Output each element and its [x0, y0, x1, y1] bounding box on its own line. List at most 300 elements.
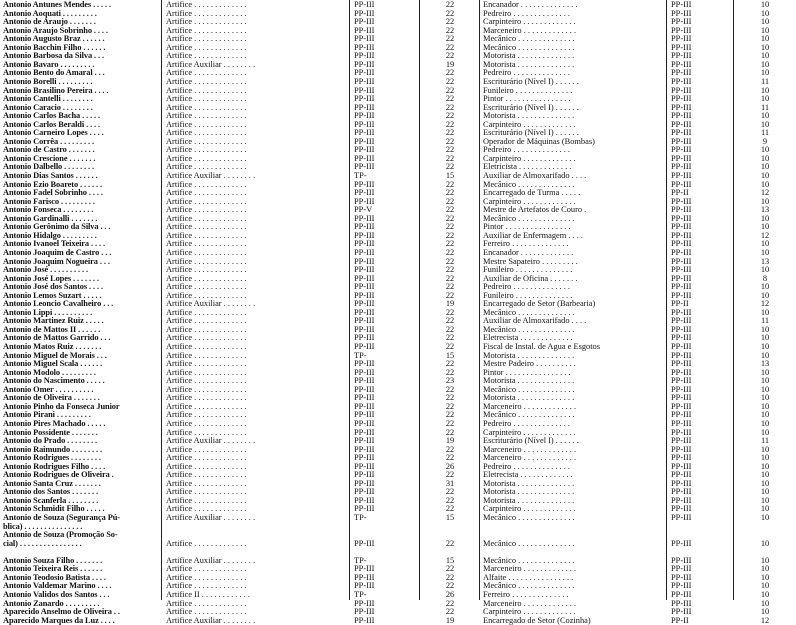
new-level: 10: [760, 385, 770, 394]
new-reference: PP-III: [671, 172, 692, 180]
table-row: [0, 215, 796, 224]
table-row: [0, 181, 796, 190]
new-reference: PP-III: [671, 317, 692, 326]
table-row: [0, 258, 796, 267]
table-row: [0, 386, 796, 395]
current-position: Artifice . . . . . . . . . . . . .: [166, 402, 247, 411]
new-reference: PP-III: [671, 26, 692, 35]
new-position: Alfaite . . . . . . . . . . . . . . . .: [483, 573, 574, 582]
current-level: 15: [445, 351, 455, 360]
current-reference: PP-III: [354, 402, 375, 411]
new-level: 13: [760, 360, 770, 369]
new-reference: PP-III: [671, 428, 692, 437]
new-reference: PP-III: [671, 505, 692, 514]
new-level: 10: [760, 599, 770, 608]
new-position: Ferreiro . . . . . . . . . . . . . .: [483, 240, 569, 249]
new-reference: PP-III: [671, 18, 692, 27]
new-level: 10: [760, 608, 770, 617]
new-reference: PP-III: [671, 283, 692, 292]
table-row: [0, 360, 796, 369]
employee-name: Antonio Souza Filho . . . . . . .: [3, 556, 103, 565]
current-position: Artifice . . . . . . . . . . . . .: [166, 496, 247, 505]
current-level: 22: [445, 197, 455, 206]
employee-name: Antonio Miguel Scala . . . . . .: [3, 360, 103, 369]
employee-name: Antonio Hidalgo . . . . . . . . .: [3, 231, 97, 240]
current-reference: PP-III: [354, 69, 375, 78]
employee-name: Antonio Dalbello . . . . . . . .: [3, 163, 95, 172]
new-position: Mecânico . . . . . . . . . . . . . .: [483, 556, 575, 565]
current-level: 22: [445, 257, 455, 266]
new-level: 10: [760, 573, 770, 582]
current-position: Artifice . . . . . . . . . . . . .: [166, 86, 247, 95]
new-reference: PP-III: [671, 120, 692, 129]
new-reference: PP-II: [671, 616, 689, 625]
current-position: Artifice . . . . . . . . . . . . .: [166, 308, 247, 317]
table-row: [0, 69, 796, 78]
current-level: 22: [445, 240, 455, 249]
table-row: [0, 343, 796, 352]
new-level: 10: [760, 35, 770, 44]
current-position: Artifice . . . . . . . . . . . . .: [166, 257, 247, 266]
table-row: [0, 582, 796, 591]
new-position: Marceneiro . . . . . . . . . . . . .: [483, 599, 577, 608]
new-reference: PP-III: [671, 539, 692, 548]
employee-name: Antonio Farisco . . . . . . . . .: [3, 197, 95, 206]
current-reference: PP-III: [354, 231, 375, 240]
new-reference: PP-III: [671, 163, 692, 172]
employee-name: Antonio Ezio Boareto . . . . . .: [3, 180, 103, 189]
employee-name: Antonio Bacchin Filho . . . . . .: [3, 43, 106, 52]
current-level: 22: [445, 154, 455, 163]
current-reference: PP-III: [354, 240, 375, 249]
new-position: Pedreiro . . . . . . . . . . . . . .: [483, 146, 570, 155]
current-level: 22: [445, 35, 455, 44]
current-level: 22: [445, 411, 455, 420]
employee-name: Antonio Cantelli . . . . . . . .: [3, 95, 93, 104]
new-level: 10: [760, 146, 770, 155]
new-reference: PP-III: [671, 137, 692, 146]
employee-name: Aparecido Anselmo de Oliveira . .: [3, 608, 120, 617]
new-position: Auxiliar de Almoxarifado . . . .: [483, 317, 587, 326]
new-reference: PP-III: [671, 582, 692, 591]
current-position: Artifice . . . . . . . . . . . . .: [166, 334, 247, 343]
employee-name: Antonio Pirani . . . . . . . . .: [3, 411, 91, 420]
table-row: [0, 44, 796, 53]
new-position: Mecânico . . . . . . . . . . . . . .: [483, 325, 575, 334]
new-position: Funileiro . . . . . . . . . . . . . .: [483, 291, 573, 300]
current-level: 19: [445, 616, 455, 625]
employee-name: Aparecido Marques da Luz . . . .: [3, 616, 115, 625]
table-row: [0, 121, 796, 130]
table-row: [0, 1, 796, 10]
current-position: Artifice . . . . . . . . . . . . .: [166, 368, 247, 377]
current-reference: PP-V: [354, 206, 373, 215]
new-position: Mestre Sapateiro . . . . . . . . .: [483, 257, 578, 266]
employee-name: Antonio Augusto Braz . . . . . .: [3, 35, 105, 44]
new-reference: PP-III: [671, 488, 692, 497]
new-reference: PP-III: [671, 129, 692, 138]
new-reference: PP-III: [671, 1, 692, 9]
new-level: 10: [760, 52, 770, 61]
new-level: 10: [760, 9, 770, 18]
current-level: 15: [445, 556, 455, 565]
new-reference: PP-III: [671, 240, 692, 249]
employee-name: Antonio Brasilino Pereira . . . .: [3, 86, 109, 95]
employee-name: Antonio Schmidit Filho . . . . .: [3, 505, 105, 514]
new-level: 10: [760, 180, 770, 189]
new-position: Eletricista . . . . . . . . . . . . .: [483, 163, 572, 172]
current-level: 22: [445, 325, 455, 334]
new-level: 10: [760, 411, 770, 420]
current-position: Artifice . . . . . . . . . . . . .: [166, 163, 247, 172]
new-level: 10: [760, 556, 770, 565]
new-reference: PP-III: [671, 43, 692, 52]
new-position: Carpinteiro . . . . . . . . . . . . .: [483, 197, 576, 206]
current-reference: PP-III: [354, 368, 375, 377]
new-position: Marceneiro . . . . . . . . . . . . .: [483, 454, 577, 463]
employee-name: Antonio Joaquim Nogueira . . .: [3, 257, 110, 266]
employee-name: Antonio Barbosa da Silva . . .: [3, 52, 105, 61]
current-position: Artifice . . . . . . . . . . . . .: [166, 197, 247, 206]
new-position: Funileiro . . . . . . . . . . . . . .: [483, 86, 573, 95]
new-level: 10: [760, 95, 770, 104]
current-reference: TP-: [354, 514, 367, 522]
table-row: [0, 600, 796, 609]
new-position: Marceneiro . . . . . . . . . . . . .: [483, 565, 577, 574]
table-row: [0, 240, 796, 249]
employee-name: Antonio Antunes Mendes . . . . .: [3, 1, 112, 9]
current-level: 22: [445, 223, 455, 232]
employee-name: Antonio Dias Santos . . . . . .: [3, 172, 98, 180]
current-position: Artifice . . . . . . . . . . . . .: [166, 266, 247, 275]
current-reference: PP-III: [354, 471, 375, 480]
new-position: Pedreiro . . . . . . . . . . . . . .: [483, 69, 570, 78]
employee-name: Antonio Rodrigues de Oliveira .: [3, 471, 114, 480]
current-position: Artifice . . . . . . . . . . . . .: [166, 129, 247, 138]
new-reference: PP-III: [671, 86, 692, 95]
new-level: 11: [760, 77, 770, 86]
new-position: Encarregado de Setor (Barbearia): [483, 300, 596, 309]
employee-name: Antonio Matos Ruiz . . . . . . .: [3, 343, 102, 351]
table-row: [0, 78, 796, 87]
current-position: Artifice . . . . . . . . . . . . .: [166, 428, 247, 437]
current-level: 22: [445, 163, 455, 172]
current-level: 22: [445, 137, 455, 146]
table-row: [0, 471, 796, 480]
new-level: 10: [760, 394, 770, 403]
new-reference: PP-III: [671, 154, 692, 163]
current-position: Artifice . . . . . . . . . . . . .: [166, 52, 247, 61]
employee-name: Antonio Teodosio Batista . . . .: [3, 573, 106, 582]
new-position: Carpinteiro . . . . . . . . . . . . .: [483, 120, 576, 129]
new-position: Pintor . . . . . . . . . . . . . . . .: [483, 368, 571, 377]
table-row: [0, 138, 796, 147]
table-row: [0, 531, 796, 540]
current-position: Artifice . . . . . . . . . . . . .: [166, 573, 247, 582]
current-level: 22: [445, 9, 455, 18]
new-level: 10: [760, 172, 770, 180]
table-row: [0, 155, 796, 164]
current-position: Artifice . . . . . . . . . . . . .: [166, 411, 247, 420]
current-position: Artifice . . . . . . . . . . . . .: [166, 454, 247, 463]
new-reference: PP-III: [671, 496, 692, 505]
current-level: 22: [445, 95, 455, 104]
current-level: 31: [445, 479, 455, 488]
new-level: 13: [760, 206, 770, 215]
employee-name: Antonio Araujo Sobrinho . . . .: [3, 26, 108, 35]
new-level: 10: [760, 240, 770, 249]
table-row: [0, 446, 796, 455]
current-level: 22: [445, 505, 455, 514]
current-position: Artifice . . . . . . . . . . . . .: [166, 1, 247, 9]
new-position: Mecânico . . . . . . . . . . . . . .: [483, 582, 575, 591]
current-level: 22: [445, 582, 455, 591]
table-row: [0, 283, 796, 292]
current-reference: PP-III: [354, 385, 375, 394]
employee-name: Antonio Ivanoel Teixeira . . . .: [3, 240, 105, 249]
new-reference: PP-III: [671, 479, 692, 488]
new-position: Marceneiro . . . . . . . . . . . . .: [483, 26, 577, 35]
new-reference: PP-III: [671, 377, 692, 386]
employee-name: Antonio de Oliveira . . . . . . .: [3, 394, 100, 403]
employee-name: Antonio de Castro . . . . . . .: [3, 146, 95, 155]
new-reference: PP-II: [671, 300, 689, 309]
current-reference: PP-III: [354, 308, 375, 317]
new-position: Encanador . . . . . . . . . . . . .: [483, 248, 574, 257]
new-position: Motorista . . . . . . . . . . . . . .: [483, 60, 575, 69]
table-row: [0, 249, 796, 258]
current-position: Artifice . . . . . . . . . . . . .: [166, 223, 247, 232]
table-row: [0, 326, 796, 335]
current-reference: PP-III: [354, 146, 375, 155]
table-row: [0, 61, 796, 70]
current-reference: PP-III: [354, 43, 375, 52]
current-position: Artifice Auxiliar . . . . . . . .: [166, 437, 256, 446]
new-position: Mecânico . . . . . . . . . . . . . .: [483, 514, 575, 522]
current-reference: PP-III: [354, 343, 375, 351]
current-level: 22: [445, 266, 455, 275]
table-row: [0, 112, 796, 121]
new-reference: PP-III: [671, 197, 692, 206]
new-reference: PP-III: [671, 437, 692, 446]
new-reference: PP-III: [671, 360, 692, 369]
current-level: 22: [445, 454, 455, 463]
current-position: Artifice . . . . . . . . . . . . .: [166, 351, 247, 360]
current-level: 22: [445, 283, 455, 292]
current-position: Artifice . . . . . . . . . . . . .: [166, 248, 247, 257]
table-row: [0, 454, 796, 463]
new-reference: PP-III: [671, 95, 692, 104]
current-position: Artifice . . . . . . . . . . . . .: [166, 291, 247, 300]
employee-name: Antonio Raimundo . . . . . . . .: [3, 445, 102, 454]
table-row: [0, 591, 796, 600]
current-reference: PP-III: [354, 26, 375, 35]
new-position: Carpinteiro . . . . . . . . . . . . .: [483, 505, 576, 514]
employee-name: Antonio de Souza (Segurança Pú-: [3, 514, 120, 522]
employee-name: Antonio Zanardo . . . . . . . . .: [3, 599, 100, 608]
new-position: Encarregado de Setor (Cozinha): [483, 616, 591, 625]
new-reference: PP-II: [671, 189, 689, 198]
employee-name: Antonio de Souza (Promoção So-: [3, 531, 118, 540]
current-reference: PP-III: [354, 197, 375, 206]
current-position: Artifice Auxiliar . . . . . . . .: [166, 60, 256, 69]
new-position: Marceneiro . . . . . . . . . . . . .: [483, 402, 577, 411]
current-position: Artifice Auxiliar . . . . . . . .: [166, 300, 256, 309]
new-reference: PP-III: [671, 334, 692, 343]
current-position: Artifice Auxiliar . . . . . . . .: [166, 616, 256, 625]
new-position: Encanador . . . . . . . . . . . . . .: [483, 1, 578, 9]
employee-name: Antonio Joaquim de Castro . . .: [3, 248, 112, 257]
current-reference: PP-III: [354, 411, 375, 420]
new-level: 12: [760, 231, 770, 240]
table-row: [0, 292, 796, 301]
table-row: [0, 617, 796, 625]
employee-name: Antonio Validos dos Santos . . .: [3, 590, 110, 599]
current-level: 15: [445, 514, 455, 522]
current-position: Artifice . . . . . . . . . . . . .: [166, 9, 247, 18]
new-position: Marceneiro . . . . . . . . . . . . .: [483, 445, 577, 454]
current-level: 22: [445, 419, 455, 428]
new-reference: PP-III: [671, 556, 692, 565]
current-reference: PP-III: [354, 137, 375, 146]
new-level: 10: [760, 223, 770, 232]
new-level: 12: [760, 616, 770, 625]
new-level: 10: [760, 565, 770, 574]
new-reference: PP-III: [671, 343, 692, 351]
table-row: [0, 548, 796, 557]
new-position: Motorista . . . . . . . . . . . . . .: [483, 488, 575, 497]
employee-name: Antonio Lemos Suzart . . . . .: [3, 291, 102, 300]
table-row: [0, 27, 796, 36]
new-position: Carpinteiro . . . . . . . . . . . . .: [483, 608, 576, 617]
new-position: Escriturário (Nível I) . . . . . .: [483, 103, 579, 112]
current-reference: PP-III: [354, 86, 375, 95]
new-reference: PP-III: [671, 52, 692, 61]
current-reference: PP-III: [354, 112, 375, 121]
table-row: [0, 18, 796, 27]
current-reference: PP-III: [354, 334, 375, 343]
new-position: Mecânico . . . . . . . . . . . . . .: [483, 214, 575, 223]
new-position: Motorista . . . . . . . . . . . . . .: [483, 112, 575, 121]
current-reference: PP-III: [354, 154, 375, 163]
current-position: Artifice . . . . . . . . . . . . .: [166, 35, 247, 44]
current-position: Artifice . . . . . . . . . . . . .: [166, 206, 247, 215]
current-position: Artifice . . . . . . . . . . . . .: [166, 154, 247, 163]
current-reference: PP-III: [354, 505, 375, 514]
new-level: 12: [760, 300, 770, 309]
new-reference: PP-III: [671, 291, 692, 300]
table-row: [0, 95, 796, 104]
new-level: 11: [760, 317, 770, 326]
current-reference: PP-III: [354, 377, 375, 386]
current-level: 22: [445, 206, 455, 215]
current-level: 22: [445, 180, 455, 189]
new-level: 10: [760, 377, 770, 386]
current-level: 22: [445, 189, 455, 198]
new-reference: PP-III: [671, 146, 692, 155]
new-level: 10: [760, 445, 770, 454]
current-level: 22: [445, 360, 455, 369]
new-position: Operador de Máquinas (Bombas): [483, 137, 595, 146]
new-level: 13: [760, 257, 770, 266]
current-level: 22: [445, 291, 455, 300]
new-level: 10: [760, 43, 770, 52]
new-reference: PP-III: [671, 325, 692, 334]
table-row: [0, 35, 796, 44]
table-row: [0, 497, 796, 506]
table-row: [0, 480, 796, 489]
table-row: [0, 275, 796, 284]
current-level: 22: [445, 129, 455, 138]
current-reference: TP-: [354, 590, 367, 599]
current-level: 22: [445, 146, 455, 155]
current-position: Artifice . . . . . . . . . . . . .: [166, 189, 247, 198]
current-level: 22: [445, 573, 455, 582]
new-position: Mecânico . . . . . . . . . . . . . .: [483, 35, 575, 44]
current-position: Artifice . . . . . . . . . . . . .: [166, 419, 247, 428]
employee-name: Antonio José Lopes . . . . . . .: [3, 274, 99, 283]
current-reference: PP-III: [354, 599, 375, 608]
new-level: 10: [760, 112, 770, 121]
new-position: Escriturário (Nível I) . . . . . .: [483, 129, 579, 138]
new-position: Pedreiro . . . . . . . . . . . . . .: [483, 419, 570, 428]
current-level: 15: [445, 172, 455, 180]
current-level: 22: [445, 248, 455, 257]
current-level: 22: [445, 445, 455, 454]
current-level: 19: [445, 437, 455, 446]
current-position: Artifice . . . . . . . . . . . . .: [166, 18, 247, 27]
current-reference: PP-III: [354, 180, 375, 189]
current-level: 22: [445, 599, 455, 608]
new-level: 10: [760, 428, 770, 437]
new-position: Carpinteiro . . . . . . . . . . . . .: [483, 154, 576, 163]
current-reference: PP-III: [354, 257, 375, 266]
new-level: 10: [760, 419, 770, 428]
table-row: [0, 129, 796, 138]
current-position: Artifice . . . . . . . . . . . . .: [166, 180, 247, 189]
current-level: 26: [445, 590, 455, 599]
table-row: [0, 317, 796, 326]
new-position: Auxiliar de Oficina . . . . . . .: [483, 274, 578, 283]
new-position: Escriturário (Nível I) . . . . . .: [483, 77, 579, 86]
current-reference: PP-III: [354, 488, 375, 497]
table-row: [0, 488, 796, 497]
employee-name: Antonio Bento do Amaral . . .: [3, 69, 105, 78]
current-reference: PP-III: [354, 9, 375, 18]
employee-name: Antonio de Mattos Garrido . . .: [3, 334, 111, 343]
current-position: Artifice . . . . . . . . . . . . .: [166, 137, 247, 146]
new-position: Motorista . . . . . . . . . . . . . .: [483, 394, 575, 403]
new-level: 10: [760, 120, 770, 129]
new-position: Escriturário (Nível I) . . . . . .: [483, 437, 579, 446]
new-reference: PP-III: [671, 266, 692, 275]
employee-name: Antonio Carlos Bacha . . . . .: [3, 112, 101, 121]
new-level: 10: [760, 368, 770, 377]
current-level: 22: [445, 539, 455, 548]
new-level: 10: [760, 266, 770, 275]
new-position: Motorista . . . . . . . . . . . . . .: [483, 377, 575, 386]
current-reference: PP-III: [354, 317, 375, 326]
table-row: [0, 557, 796, 566]
new-reference: PP-III: [671, 608, 692, 617]
new-level: 10: [760, 454, 770, 463]
current-reference: PP-III: [354, 163, 375, 172]
current-position: Artifice . . . . . . . . . . . . .: [166, 240, 247, 249]
current-position: Artifice . . . . . . . . . . . . .: [166, 77, 247, 86]
employee-name: Antonio Bavaro . . . . . . . . .: [3, 60, 95, 69]
new-reference: PP-III: [671, 590, 692, 599]
table-row: [0, 352, 796, 361]
